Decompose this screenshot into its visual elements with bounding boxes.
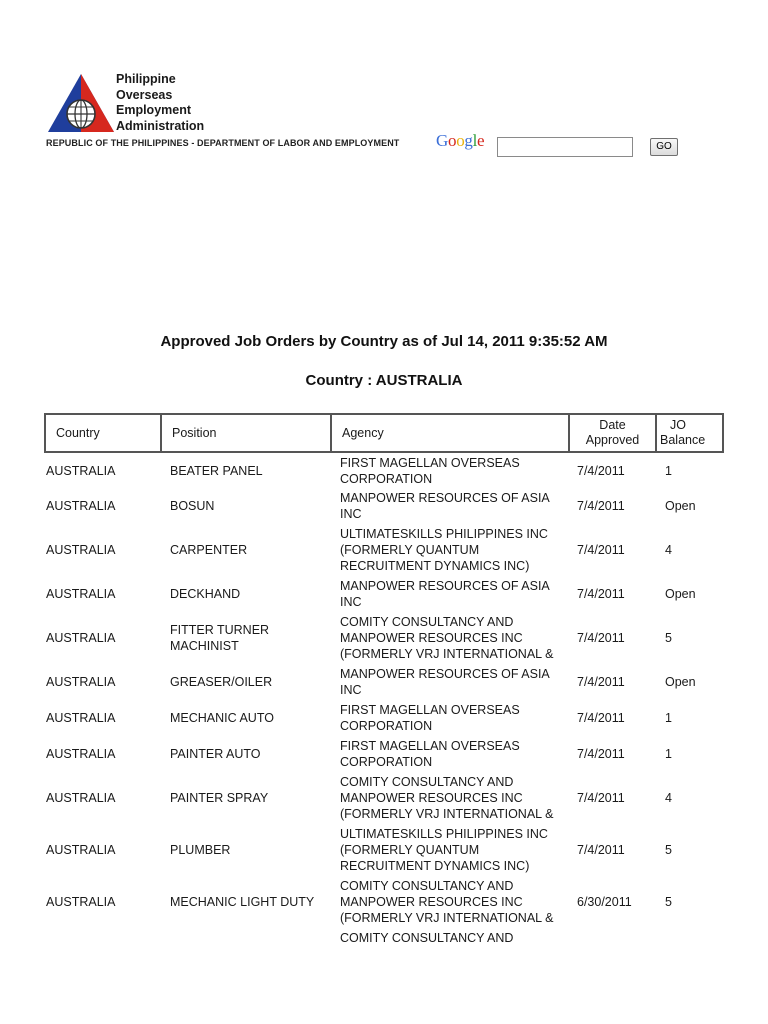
cell-position bbox=[161, 876, 331, 928]
org-name-line: Employment bbox=[116, 103, 192, 117]
country-title: Country : AUSTRALIA bbox=[305, 372, 463, 389]
cell-balance-line: 4 bbox=[665, 791, 672, 805]
google-logo-letter: g bbox=[464, 131, 473, 150]
cell-agency bbox=[331, 664, 569, 700]
cell-agency-line: COMITY CONSULTANCY AND bbox=[340, 931, 514, 945]
cell-agency bbox=[331, 928, 569, 948]
cell-balance bbox=[656, 612, 723, 664]
cell-date bbox=[569, 612, 656, 664]
cell-agency-line: CORPORATION bbox=[340, 471, 433, 486]
cell-agency-line: RECRUITMENT DYNAMICS INC) bbox=[340, 859, 530, 873]
cell-date-line: 7/4/2011 bbox=[577, 747, 625, 761]
cell-position bbox=[161, 488, 331, 524]
cell-agency-line: INC bbox=[340, 595, 362, 609]
poea-logo-icon bbox=[46, 72, 116, 134]
cell-date-line: 7/4/2011 bbox=[577, 499, 625, 513]
cell-agency bbox=[331, 524, 569, 576]
cell-balance bbox=[656, 824, 723, 876]
cell-position bbox=[161, 576, 331, 612]
col-header-date-approved bbox=[569, 414, 656, 452]
col-header-agency: Agency bbox=[331, 414, 569, 452]
cell-balance bbox=[656, 700, 723, 736]
report-title: Approved Job Orders by Country as of Jul 14, 2011 9:35:52 AM bbox=[160, 333, 608, 350]
cell-date-line: 7/4/2011 bbox=[577, 843, 625, 857]
col-header-position: Position bbox=[161, 414, 331, 452]
cell-country-line: AUSTRALIA bbox=[46, 675, 116, 689]
cell-country-line: AUSTRALIA bbox=[46, 747, 116, 761]
cell-position bbox=[161, 612, 331, 664]
table-row bbox=[45, 928, 723, 948]
cell-country-line: AUSTRALIA bbox=[46, 543, 116, 557]
cell-date-line: 7/4/2011 bbox=[577, 711, 625, 725]
org-name-line: Administration bbox=[116, 118, 205, 133]
cell-agency-line: FIRST MAGELLAN OVERSEAS bbox=[340, 703, 520, 717]
cell-balance-line: 1 bbox=[665, 711, 672, 725]
table-row bbox=[45, 824, 723, 876]
google-logo bbox=[436, 131, 484, 151]
cell-country bbox=[45, 488, 161, 524]
cell-agency-line: FIRST MAGELLAN OVERSEAS bbox=[340, 455, 520, 470]
cell-position-line: BEATER PANEL bbox=[170, 463, 263, 478]
cell-date-line: 7/4/2011 bbox=[577, 587, 625, 601]
cell-country bbox=[45, 824, 161, 876]
org-name bbox=[116, 72, 204, 134]
table-header-row bbox=[45, 414, 723, 452]
cell-date bbox=[569, 772, 656, 824]
cell-agency-line: (FORMERLY QUANTUM bbox=[340, 543, 480, 557]
cell-agency-line: RECRUITMENT DYNAMICS INC) bbox=[340, 559, 530, 573]
table-body bbox=[45, 452, 723, 948]
col-header-date-line: Approved bbox=[585, 433, 640, 447]
cell-balance bbox=[656, 772, 723, 824]
job-orders-table bbox=[44, 413, 724, 948]
col-header-balance-line: JO bbox=[670, 418, 686, 432]
cell-balance-line: 1 bbox=[665, 463, 672, 478]
cell-balance bbox=[656, 736, 723, 772]
cell-date bbox=[569, 876, 656, 928]
cell-balance bbox=[656, 576, 723, 612]
cell-agency-line: MANPOWER RESOURCES INC bbox=[340, 791, 523, 805]
go-button[interactable]: GO bbox=[650, 138, 678, 156]
cell-position-line: GREASER/OILER bbox=[170, 675, 273, 689]
cell-date-line: 7/4/2011 bbox=[577, 543, 625, 557]
cell-agency-line: MANPOWER RESOURCES OF ASIA bbox=[340, 579, 550, 593]
cell-date bbox=[569, 824, 656, 876]
table-row bbox=[45, 736, 723, 772]
cell-date bbox=[569, 576, 656, 612]
cell-country-line: AUSTRALIA bbox=[46, 711, 116, 725]
cell-agency-line: (FORMERLY QUANTUM bbox=[340, 843, 480, 857]
cell-position bbox=[161, 736, 331, 772]
table-row bbox=[45, 452, 723, 488]
cell-country-line: AUSTRALIA bbox=[46, 499, 116, 513]
cell-position-line: BOSUN bbox=[170, 499, 215, 513]
cell-date bbox=[569, 524, 656, 576]
google-logo-letter: o bbox=[447, 131, 457, 150]
cell-agency-line: ULTIMATESKILLS PHILIPPINES INC bbox=[340, 527, 548, 541]
cell-agency bbox=[331, 488, 569, 524]
cell-position bbox=[161, 928, 331, 948]
cell-balance bbox=[656, 524, 723, 576]
cell-agency-line: CORPORATION bbox=[340, 719, 433, 733]
table-row bbox=[45, 576, 723, 612]
cell-balance-line: Open bbox=[665, 499, 696, 513]
col-header-date-line: Date bbox=[599, 418, 626, 432]
cell-agency bbox=[331, 612, 569, 664]
cell-agency bbox=[331, 700, 569, 736]
republic-dole-line: REPUBLIC OF THE PHILIPPINES - DEPARTMENT OF LABOR AND EMPLOYMENT bbox=[46, 138, 400, 148]
cell-date-line: 7/4/2011 bbox=[577, 791, 625, 805]
cell-position-line: MACHINIST bbox=[170, 639, 239, 653]
col-header-balance-line: Balance bbox=[660, 433, 706, 447]
cell-country bbox=[45, 736, 161, 772]
cell-balance bbox=[656, 928, 723, 948]
table-row bbox=[45, 488, 723, 524]
cell-agency bbox=[331, 576, 569, 612]
cell-date bbox=[569, 700, 656, 736]
cell-agency bbox=[331, 824, 569, 876]
cell-country bbox=[45, 452, 161, 488]
cell-date bbox=[569, 488, 656, 524]
cell-date-line: 7/4/2011 bbox=[577, 463, 625, 478]
cell-balance bbox=[656, 452, 723, 488]
cell-country-line: AUSTRALIA bbox=[46, 791, 116, 805]
cell-country bbox=[45, 576, 161, 612]
cell-position-line: MECHANIC LIGHT DUTY bbox=[170, 895, 315, 909]
google-logo-letter: l bbox=[472, 131, 478, 150]
cell-position bbox=[161, 700, 331, 736]
cell-agency bbox=[331, 772, 569, 824]
cell-country bbox=[45, 664, 161, 700]
cell-position-line: DECKHAND bbox=[170, 587, 241, 601]
table-row bbox=[45, 524, 723, 576]
cell-position-line: PAINTER AUTO bbox=[170, 747, 261, 761]
cell-agency-line: (FORMERLY VRJ INTERNATIONAL & bbox=[340, 807, 554, 821]
table-row bbox=[45, 612, 723, 664]
cell-agency bbox=[331, 452, 569, 488]
org-name-line: Philippine bbox=[116, 72, 176, 86]
cell-country bbox=[45, 524, 161, 576]
cell-agency-line: FIRST MAGELLAN OVERSEAS bbox=[340, 739, 520, 753]
table-row bbox=[45, 700, 723, 736]
cell-balance-line: 5 bbox=[665, 843, 672, 857]
cell-agency bbox=[331, 876, 569, 928]
cell-agency-line: INC bbox=[340, 507, 362, 521]
google-logo-letter: o bbox=[456, 131, 465, 150]
cell-country bbox=[45, 612, 161, 664]
cell-country bbox=[45, 772, 161, 824]
table-row bbox=[45, 664, 723, 700]
cell-country-line: AUSTRALIA bbox=[46, 587, 116, 601]
cell-agency-line: ULTIMATESKILLS PHILIPPINES INC bbox=[340, 827, 548, 841]
cell-balance bbox=[656, 664, 723, 700]
cell-position-line: PLUMBER bbox=[170, 843, 231, 857]
cell-balance-line: Open bbox=[665, 675, 696, 689]
cell-agency-line: MANPOWER RESOURCES OF ASIA bbox=[340, 667, 550, 681]
org-name-line: Overseas bbox=[116, 87, 173, 102]
cell-country bbox=[45, 876, 161, 928]
cell-position bbox=[161, 524, 331, 576]
table-row bbox=[45, 772, 723, 824]
cell-balance-line: 5 bbox=[665, 631, 672, 645]
cell-position-line: MECHANIC AUTO bbox=[170, 711, 274, 725]
cell-agency-line: MANPOWER RESOURCES OF ASIA bbox=[340, 491, 550, 505]
col-header-country: Country bbox=[45, 414, 161, 452]
cell-country bbox=[45, 928, 161, 948]
cell-balance-line: 4 bbox=[665, 543, 672, 557]
table-row bbox=[45, 876, 723, 928]
cell-agency-line: CORPORATION bbox=[340, 755, 433, 769]
cell-position bbox=[161, 824, 331, 876]
cell-country-line: AUSTRALIA bbox=[46, 463, 116, 478]
cell-date bbox=[569, 452, 656, 488]
search-input[interactable] bbox=[497, 137, 633, 157]
cell-balance bbox=[656, 488, 723, 524]
cell-balance-line: Open bbox=[665, 587, 696, 601]
cell-position-line: PAINTER SPRAY bbox=[170, 791, 269, 805]
cell-country-line: AUSTRALIA bbox=[46, 631, 116, 645]
cell-position bbox=[161, 664, 331, 700]
google-logo-letter: e bbox=[477, 131, 485, 150]
cell-agency-line: COMITY CONSULTANCY AND bbox=[340, 775, 514, 789]
cell-date-line: 7/4/2011 bbox=[577, 675, 625, 689]
cell-date-line: 7/4/2011 bbox=[577, 631, 625, 645]
cell-date bbox=[569, 928, 656, 948]
cell-agency-line: MANPOWER RESOURCES INC bbox=[340, 631, 523, 645]
cell-date-line: 6/30/2011 bbox=[577, 895, 632, 909]
cell-agency-line: (FORMERLY VRJ INTERNATIONAL & bbox=[340, 911, 554, 925]
cell-agency-line: COMITY CONSULTANCY AND bbox=[340, 615, 514, 629]
cell-balance bbox=[656, 876, 723, 928]
cell-country-line: AUSTRALIA bbox=[46, 843, 116, 857]
cell-agency-line: INC bbox=[340, 683, 362, 697]
cell-agency-line: COMITY CONSULTANCY AND bbox=[340, 879, 514, 893]
cell-balance-line: 1 bbox=[665, 747, 672, 761]
cell-position-line: CARPENTER bbox=[170, 543, 248, 557]
cell-position bbox=[161, 452, 331, 488]
cell-agency bbox=[331, 736, 569, 772]
cell-agency-line: (FORMERLY VRJ INTERNATIONAL & bbox=[340, 647, 554, 661]
cell-country bbox=[45, 700, 161, 736]
col-header-jo-balance bbox=[656, 414, 723, 452]
cell-agency-line: MANPOWER RESOURCES INC bbox=[340, 895, 523, 909]
cell-date bbox=[569, 736, 656, 772]
cell-country-line: AUSTRALIA bbox=[46, 895, 116, 909]
cell-balance-line: 5 bbox=[665, 895, 672, 909]
cell-position bbox=[161, 772, 331, 824]
google-logo-letter: G bbox=[436, 131, 448, 150]
cell-position-line: FITTER TURNER bbox=[170, 623, 270, 637]
cell-date bbox=[569, 664, 656, 700]
